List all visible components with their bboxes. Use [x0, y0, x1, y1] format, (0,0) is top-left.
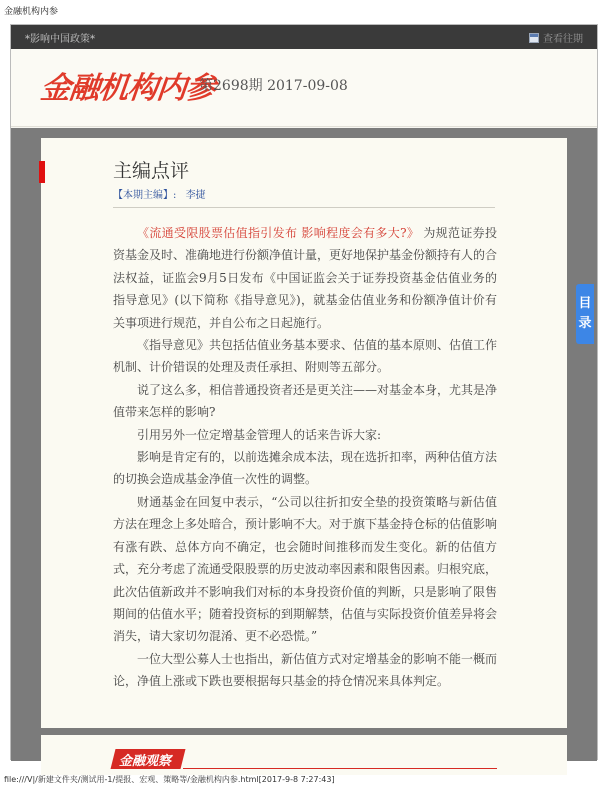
toc-tab[interactable]: [576, 284, 594, 344]
finance-observation-card: [41, 735, 567, 775]
section-title: 主编点评: [113, 160, 190, 182]
policy-slogan: *影响中国政策*: [25, 34, 95, 45]
article-body: [113, 222, 497, 693]
toc-tab-char: 录: [578, 316, 592, 331]
page-frame: [10, 24, 598, 769]
paragraph: 一位大型公募人士也指出，新估值方式对定增基金的影响不能一概而论，净值上涨或下跌也要根据每只基金的持仓情况来具体判定。: [113, 651, 498, 689]
paragraph: [113, 222, 497, 334]
paragraph: 影响是肯定有的，以前选摊余成本法，现在选折扣率，两种估值方法的切换会造成基金净值一次性的调整。: [113, 450, 498, 487]
divider: [113, 207, 495, 208]
paragraph: 引用另外一位定增基金管理人的话来告诉大家:: [137, 427, 382, 442]
view-archive-label: 查看往期: [543, 34, 583, 45]
paragraph: 《指导意见》共包括估值业务基本要求、估值的基本原则、估值工作机制、计价错误的处理及责任承担、附则等五部分。: [113, 338, 498, 375]
issue-info: 第2698期 2017-09-08: [199, 78, 348, 94]
editor-name-link[interactable]: 李捷: [185, 190, 206, 201]
content-area: [11, 128, 597, 769]
calendar-icon: [529, 33, 539, 43]
editor-line: [113, 186, 206, 201]
file-path: file:///V|/新建文件夹/测试用-1/提报、宏观、策略等/金融机构内参.html[2017-9-8 7:27:43]: [4, 775, 335, 784]
paragraph: 财通基金在回复中表示，“公司以往折扣安全垫的投资策略与新估值方法在理念上多处暗合，预计影响不大。对于旗下基金持仓标的估值影响有涨有跌、总体方向不确定，也会随时间推移而发生变化。新的估值方式，充分考虑了流通受限股票的历史波动率因素和限售因素。归根究底，此次估值新政并不影响我们对标的本身投资价值的判断，只是影响了限售期间的估值水平；随着投资标的到期解禁，估值与实际投资价值差异将会消失，请大家切勿混淆、更不必恐慌。”: [113, 494, 498, 644]
section-marker: [39, 161, 45, 183]
toc-tab-char: 目: [578, 296, 592, 311]
view-archive-link[interactable]: [529, 30, 583, 45]
document-title: 金融机构内参: [4, 7, 59, 17]
editor-comment-card: [41, 138, 567, 728]
section-underline: [183, 768, 497, 769]
masthead: [11, 49, 597, 127]
paragraph-text: 为规范证券投资基金及时、准确地进行份额净值计量，更好地保护基金份额持有人的合法权益，证监会9月5日发布《中国证监会关于证券投资基金估值业务的指导意见》(以下简称《指导意见》)，就基金估值业务和份额净值计价有关事项进行规范，并自公布之日起施行。: [113, 226, 498, 330]
logo: 金融机构内参: [38, 71, 217, 106]
paragraph: 说了这么多，相信普通投资者还是更关注——对基金本身，尤其是净值带来怎样的影响?: [113, 382, 498, 420]
section-label: 金融观察: [119, 754, 172, 769]
top-bar: [11, 25, 597, 49]
editor-tag: 【本期主编】:: [113, 190, 177, 201]
lead-quote-link[interactable]: 《流通受限股票估值指引发布 影响程度会有多大?》: [137, 226, 420, 240]
